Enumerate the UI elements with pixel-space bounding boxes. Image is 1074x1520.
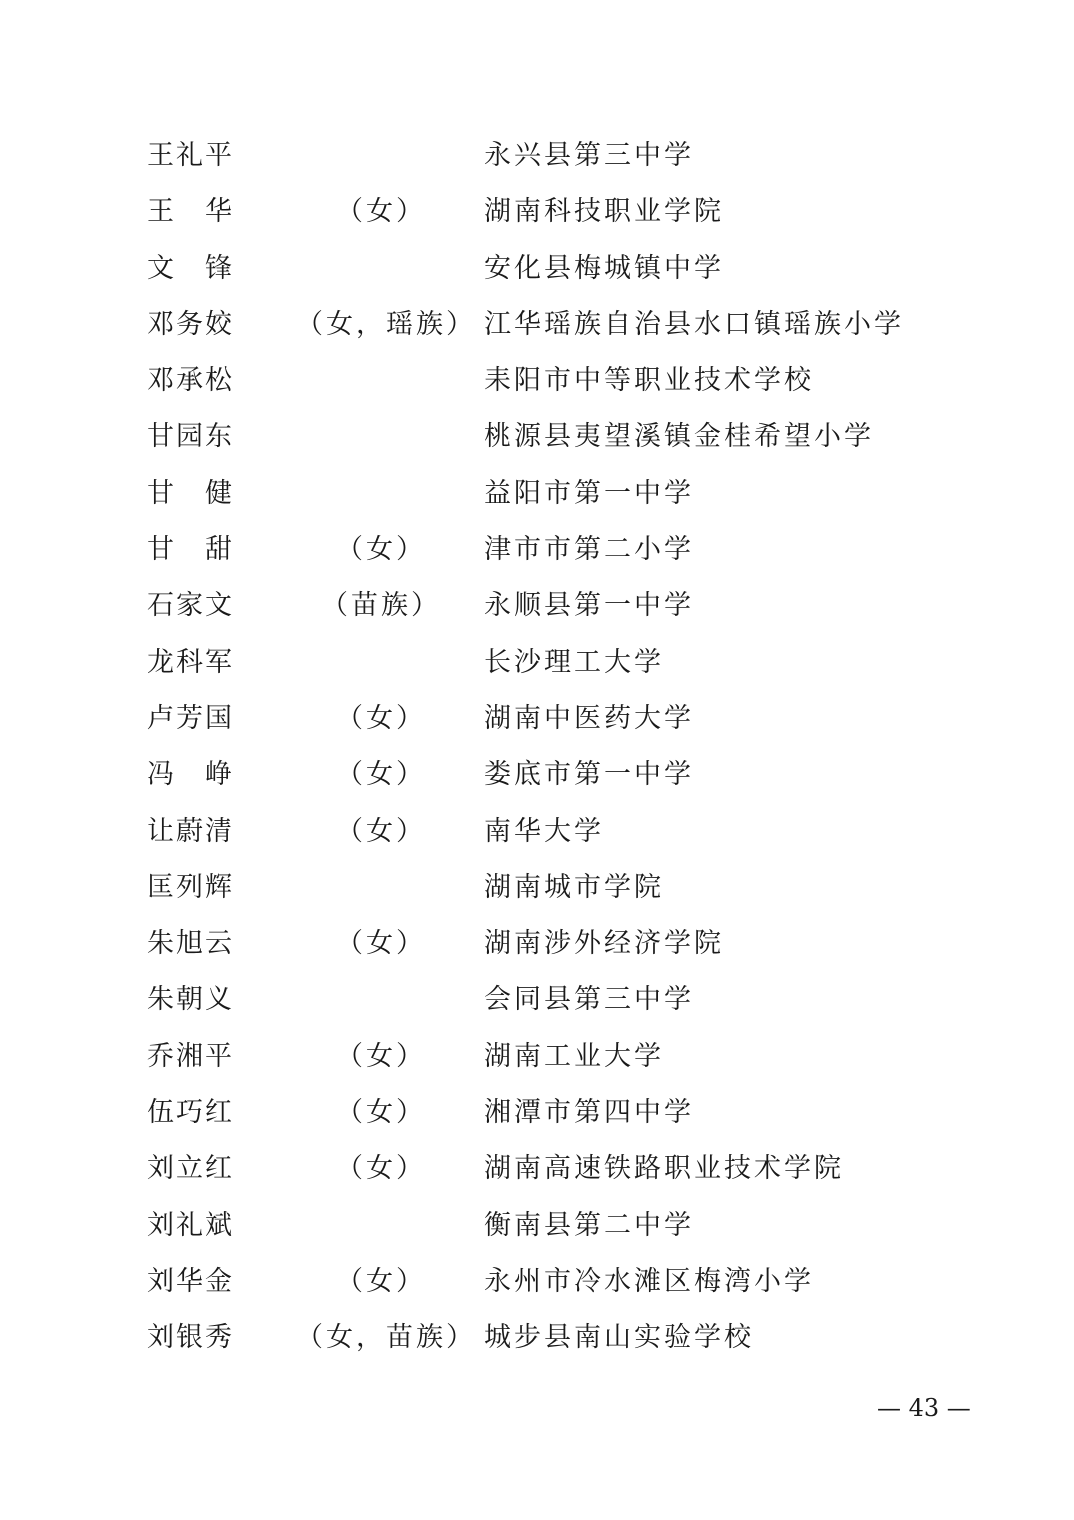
person-name: 文 锋 <box>147 252 234 284</box>
person-unit: 永兴县第三中学 <box>484 140 694 171</box>
list-item <box>0 578 1074 634</box>
page-number: — 43 — <box>877 1394 971 1422</box>
person-name: 刘礼斌 <box>147 1209 234 1241</box>
person-name: 王礼平 <box>147 140 234 171</box>
person-name: 朱朝义 <box>147 984 234 1016</box>
person-name: 邓承松 <box>147 365 234 397</box>
person-name: 伍巧红 <box>147 1097 234 1129</box>
list-item <box>0 1254 1074 1310</box>
person-unit: 湘潭市第四中学 <box>484 1097 694 1129</box>
list-item <box>0 972 1074 1028</box>
person-unit: 湖南涉外经济学院 <box>484 928 724 960</box>
person-name: 冯 峥 <box>147 759 234 791</box>
person-note: （女） <box>336 1153 426 1185</box>
person-name: 让蔚清 <box>147 815 234 847</box>
person-note: （女） <box>336 196 426 228</box>
person-name: 朱旭云 <box>147 928 234 960</box>
person-unit: 湖南中医药大学 <box>484 702 694 734</box>
person-note: （女） <box>336 815 426 847</box>
person-name: 刘立红 <box>147 1153 234 1185</box>
person-unit: 永顺县第一中学 <box>484 590 694 622</box>
person-note: （女） <box>336 928 426 960</box>
list-item <box>0 1310 1074 1366</box>
person-name: 石家文 <box>147 590 234 622</box>
person-note: （女） <box>336 1265 426 1297</box>
list-item <box>0 916 1074 972</box>
person-note: （女，苗族） <box>296 1322 476 1354</box>
list-item <box>0 691 1074 747</box>
list-item <box>0 128 1074 184</box>
list-item <box>0 184 1074 240</box>
person-unit: 湖南高速铁路职业技术学院 <box>484 1153 844 1185</box>
person-note: （女） <box>336 759 426 791</box>
person-name: 乔湘平 <box>147 1040 234 1072</box>
person-name: 龙科军 <box>147 646 234 678</box>
list-item <box>0 466 1074 522</box>
list-item <box>0 522 1074 578</box>
person-name: 甘园东 <box>147 421 234 453</box>
person-name: 刘华金 <box>147 1265 234 1297</box>
list-item <box>0 241 1074 297</box>
person-unit: 耒阳市中等职业技术学校 <box>484 365 814 397</box>
list-item <box>0 804 1074 860</box>
person-name: 邓务姣 <box>147 308 234 340</box>
list-item <box>0 1085 1074 1141</box>
person-name: 甘 健 <box>147 477 234 509</box>
person-note: （苗族） <box>321 590 441 622</box>
person-unit: 益阳市第一中学 <box>484 477 694 509</box>
person-unit: 城步县南山实验学校 <box>484 1322 754 1354</box>
list-item <box>0 747 1074 803</box>
person-name: 甘 甜 <box>147 534 234 566</box>
person-unit: 安化县梅城镇中学 <box>484 252 724 284</box>
person-name: 卢芳国 <box>147 702 234 734</box>
list-item <box>0 297 1074 353</box>
person-note: （女） <box>336 534 426 566</box>
person-note: （女） <box>336 702 426 734</box>
person-name: 匡列辉 <box>147 871 234 903</box>
person-note: （女） <box>336 1097 426 1129</box>
person-unit: 永州市冷水滩区梅湾小学 <box>484 1265 814 1297</box>
person-note: （女，瑶族） <box>296 308 476 340</box>
person-unit: 会同县第三中学 <box>484 984 694 1016</box>
list-item <box>0 1029 1074 1085</box>
person-unit: 南华大学 <box>484 815 604 847</box>
list-item <box>0 860 1074 916</box>
person-unit: 津市市第二小学 <box>484 534 694 566</box>
person-unit: 衡南县第二中学 <box>484 1209 694 1241</box>
name-list <box>0 128 1074 1367</box>
list-item <box>0 1141 1074 1197</box>
person-unit: 长沙理工大学 <box>484 646 664 678</box>
person-unit: 桃源县夷望溪镇金桂希望小学 <box>484 421 874 453</box>
list-item <box>0 1198 1074 1254</box>
list-item <box>0 635 1074 691</box>
person-unit: 湖南城市学院 <box>484 871 664 903</box>
person-unit: 湖南工业大学 <box>484 1040 664 1072</box>
person-unit: 江华瑶族自治县水口镇瑶族小学 <box>484 308 904 340</box>
list-item <box>0 409 1074 465</box>
person-unit: 娄底市第一中学 <box>484 759 694 791</box>
person-name: 王 华 <box>147 196 234 228</box>
list-item <box>0 353 1074 409</box>
person-name: 刘银秀 <box>147 1322 234 1354</box>
person-unit: 湖南科技职业学院 <box>484 196 724 228</box>
person-note: （女） <box>336 1040 426 1072</box>
